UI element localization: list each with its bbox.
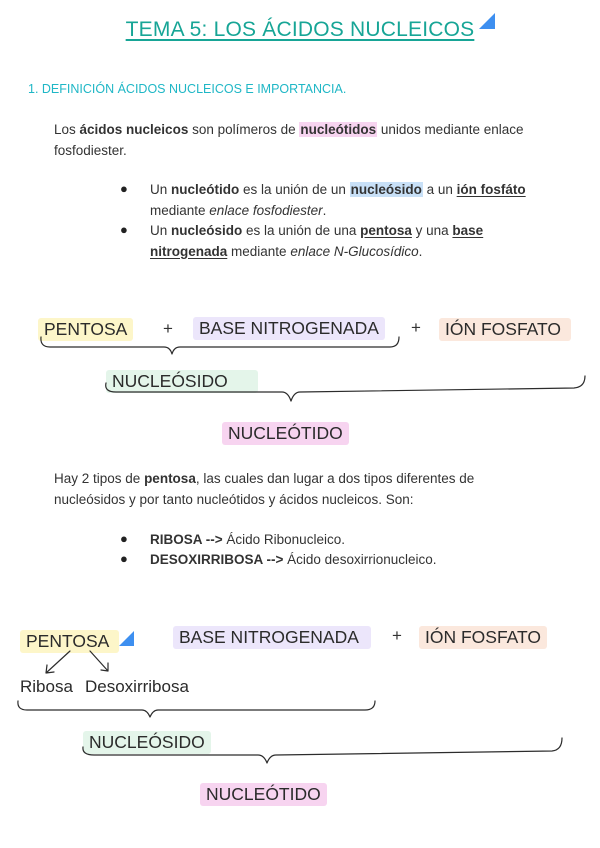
section-heading: 1. DEFINICIÓN ÁCIDOS NUCLEICOS E IMPORTANCIA. [28, 82, 347, 96]
type-desc: Ácido desoxirrionucleico. [283, 552, 437, 567]
arrow-ribosa [46, 651, 70, 673]
text: Un [150, 182, 172, 197]
plus-sign: + [411, 318, 421, 337]
definition-paragraph [54, 120, 564, 161]
diagram2-nucleotido: NUCLEÓTIDO [200, 783, 327, 806]
diagram1-nucleosido: NUCLEÓSIDO [106, 370, 258, 393]
text: y una [411, 223, 453, 238]
diagram2-ion-fosfato: IÓN FOSFATO [419, 626, 547, 649]
text: Un [150, 223, 172, 238]
term-acidos-nucleicos: ácidos nucleicos [79, 122, 189, 137]
text: es la unión de una [242, 223, 361, 238]
term: nucleósido [171, 223, 243, 238]
plus-sign: + [392, 626, 402, 645]
diagram1-pentosa: PENTOSA [38, 318, 133, 341]
bullet-dot: ● [120, 551, 128, 566]
diagram2-pentosa: PENTOSA [20, 630, 119, 653]
text: a un [422, 182, 457, 197]
diagram2-base-nitrogenada: BASE NITROGENADA [173, 626, 371, 649]
page-title [0, 18, 600, 42]
diagram2-nucleosido: NUCLEÓSIDO [83, 731, 211, 754]
text: mediante [227, 243, 291, 259]
diagram1-ion-fosfato: IÓN FOSFATO [439, 318, 571, 341]
term: base nitrogenada [150, 223, 484, 259]
bullet-nucleotido [150, 180, 570, 221]
text: , las cuales dan lugar a dos tipos diferentes de nucleósidos y por tanto nucleótidos y ácidos nucleicos. Son: [54, 471, 475, 507]
diagram2-desoxirribosa: Desoxirribosa [85, 677, 189, 696]
text: son polímeros de [188, 122, 300, 137]
text: Hay 2 tipos de [54, 471, 145, 486]
term: nucleósido [350, 182, 422, 197]
pentosa-paragraph [54, 469, 534, 510]
term: pentosa [360, 223, 412, 238]
type-desc: Ácido Ribonucleico. [222, 532, 345, 547]
diagram2-ribosa: Ribosa [20, 677, 73, 696]
diagram1-base-nitrogenada: BASE NITROGENADA [193, 317, 385, 340]
text: es la unión de un [239, 182, 350, 197]
plus-sign: + [163, 319, 173, 338]
diagram1-nucleotido: NUCLEÓTIDO [222, 422, 349, 445]
bullet-nucleosido [150, 221, 520, 262]
flag-icon [119, 631, 134, 646]
text: . [418, 243, 423, 259]
text: unidos mediante enlace fosfodiester. [54, 122, 524, 158]
text: Los [54, 122, 80, 137]
type-ribosa [150, 530, 345, 551]
term-nucleotidos: nucleótidos [300, 122, 377, 137]
bullet-dot: ● [120, 531, 128, 546]
brace-nucleosido-2 [18, 701, 375, 717]
text: mediante [150, 202, 210, 218]
page-title-text: TEMA 5: LOS ÁCIDOS NUCLEICOS [125, 18, 475, 41]
bullet-dot: ● [120, 181, 128, 196]
term-italic: enlace N-Glucosídico [290, 243, 419, 259]
bullet-dot: ● [120, 222, 128, 237]
term-italic: enlace fosfodiester [209, 202, 323, 218]
arrow-desoxirribosa [90, 651, 108, 671]
flag-icon [479, 13, 495, 29]
type-desoxirribosa [150, 550, 436, 571]
type-name: RIBOSA --> [150, 532, 223, 547]
term: nucleótido [171, 182, 240, 197]
term-pentosa: pentosa [144, 471, 196, 486]
type-name: DESOXIRRIBOSA --> [150, 552, 284, 567]
text: . [322, 202, 327, 218]
term: ión fosfáto [456, 182, 526, 197]
